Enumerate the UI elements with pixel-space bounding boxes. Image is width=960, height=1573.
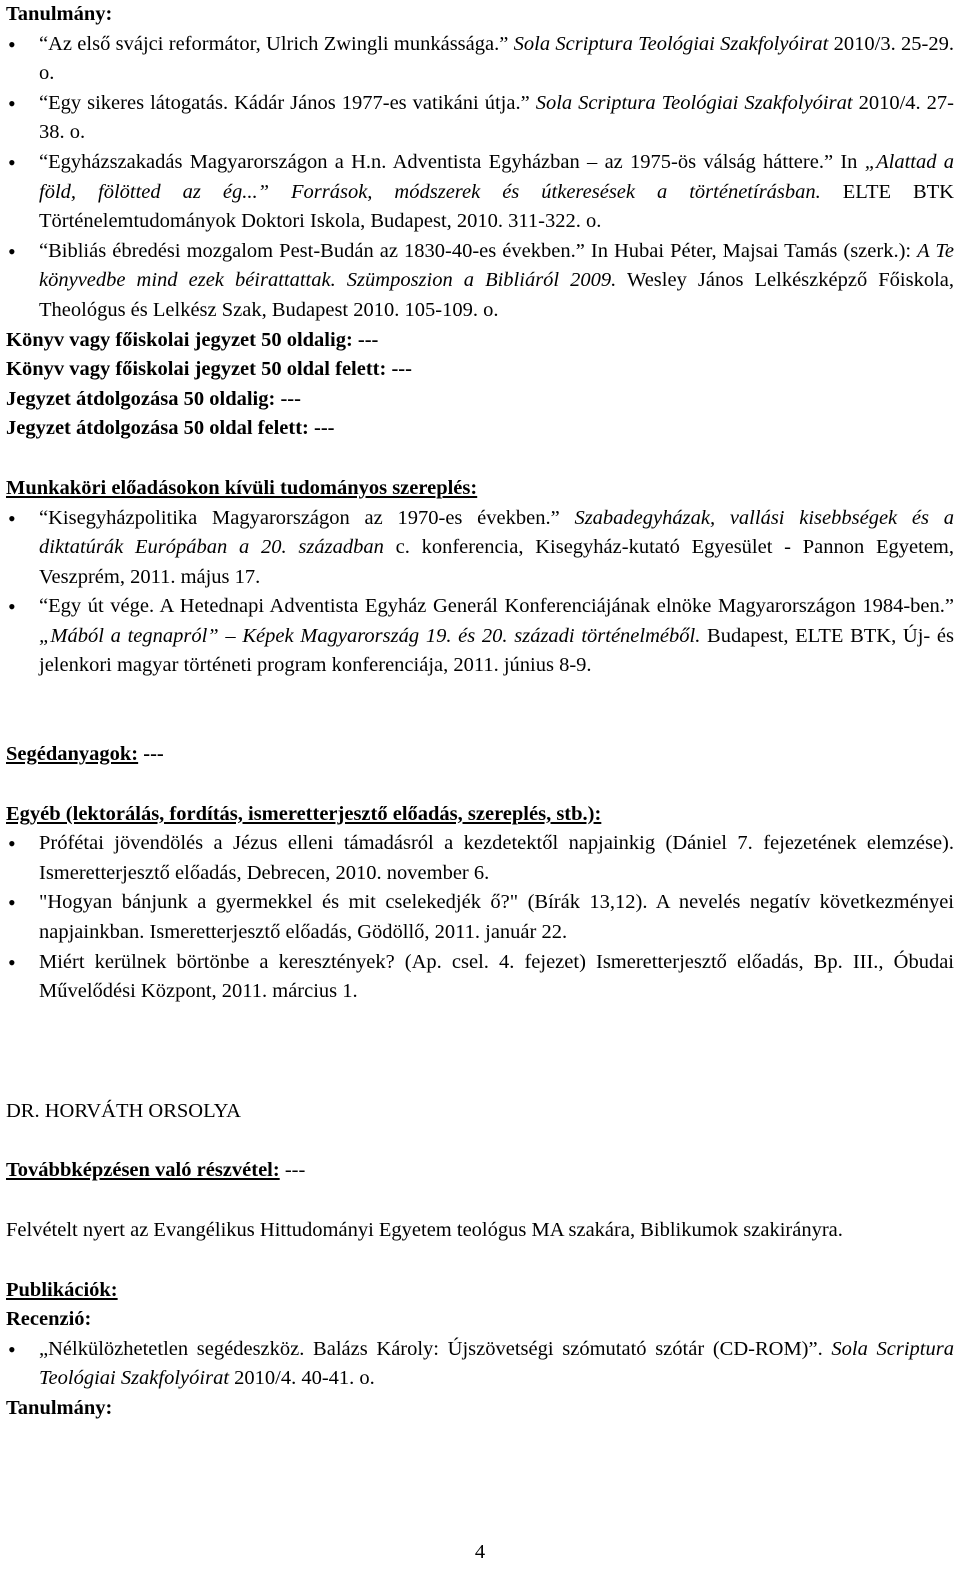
- list-item: • „Nélkülözhetetlen segédeszköz. Balázs Károly: Újszövetségi szómutató szótár (CD-ROM)”. Sola Scriptura Teológiai Szakfolyóirat 2010/4. 40-41. o.: [6, 1335, 954, 1394]
- section-heading-training: Továbbképzésen való részvétel: ---: [6, 1159, 306, 1182]
- list-item: • “Egy sikeres látogatás. Kádár János 1977-es vatikáni útja.” Sola Scriptura Teológiai Szakfolyóirat 2010/4. 27-38. o.: [6, 89, 954, 148]
- page-number: 4: [474, 1541, 486, 1563]
- section-heading-study: Tanulmány:: [6, 3, 113, 25]
- person-name: DR. HORVÁTH ORSOLYA: [6, 1099, 241, 1122]
- book-line: Jegyzet átdolgozása 50 oldal felett: ---: [6, 417, 335, 440]
- section-heading-publications: Publikációk:: [6, 1278, 118, 1301]
- section-heading-review: Recenzió:: [6, 1308, 92, 1331]
- list-item: • “Egy út vége. A Hetednapi Adventista Egyház Generál Konferenciájának elnöke Magyarországon 1984-ben.” „Mából a tegnapról” – Képek Magyarország 19. és 20. századi történelméből. Budapest, ELTE BTK, Új- és jelenkori magyar történeti program konferenciája, 2011. június 8-9.: [6, 592, 954, 681]
- section-heading-other: Egyéb (lektorálás, fordítás, ismeretterjesztő előadás, szereplés, stb.):: [6, 802, 602, 825]
- list-item: • “Egyházszakadás Magyarországon a H.n. Adventista Egyházban – az 1975-ös válság háttere.” In „Alattad a föld, fölötted az ég...” Források, módszerek és útkeresések a történetírásban. ELTE BTK Történelemtudományok Doktori Iskola, Budapest, 2010. 311-322. o.: [6, 148, 954, 237]
- other-list: [6, 829, 954, 1007]
- list-item: • “Bibliás ébredési mozgalom Pest-Budán az 1830-40-es években.” In Hubai Péter, Majsai Tamás (szerk.): A Te könyvedbe mind ezek béirattattak. Szümposzion a Bibliáról 2009. Wesley János Lelkészképző Főiskola, Theológus és Lelkész Szak, Budapest 2010. 105-109. o.: [6, 237, 954, 326]
- list-item: • Prófétai jövendölés a Jézus elleni támadásról a kezdetektől napjainkig (Dániel 7. fejezetének elemzése). Ismeretterjesztő előadás, Debrecen, 2010. november 6.: [6, 829, 954, 888]
- book-line: Könyv vagy főiskolai jegyzet 50 oldalig: ---: [6, 328, 379, 351]
- section-heading-talks: Munkaköri előadásokon kívüli tudományos szereplés:: [6, 476, 478, 499]
- section-heading-study-2: Tanulmány:: [6, 1396, 113, 1419]
- list-item: • Miért kerülnek börtönbe a keresztények? (Ap. csel. 4. fejezet) Ismeretterjesztő előadás, Bp. III., Óbudai Művelődési Központ, 2011. március 1.: [6, 948, 954, 1007]
- review-list: [6, 1335, 954, 1394]
- study-list: [6, 30, 954, 326]
- book-line: Jegyzet átdolgozása 50 oldalig: ---: [6, 387, 301, 410]
- training-text: Felvételt nyert az Evangélikus Hittudományi Egyetem teológus MA szakára, Biblikumok szakirányra.: [6, 1219, 843, 1241]
- list-item: • "Hogyan bánjunk a gyermekkel és mit cselekedjék ő?" (Bírák 13,12). A nevelés negatív következményei napjainkban. Ismeretterjesztő előadás, Gödöllő, 2011. január 22.: [6, 888, 954, 947]
- list-item: • “Kisegyházpolitika Magyarországon az 1970-es években.” Szabadegyházak, vallási kisebbségek és a diktatúrák Európában a 20. században c. konferencia, Kisegyház-kutató Egyesület - Pannon Egyetem, Veszprém, 2011. május 17.: [6, 504, 954, 593]
- section-heading-aids: Segédanyagok: ---: [6, 743, 164, 766]
- document-page: [6, 0, 954, 1424]
- list-item: • “Az első svájci reformátor, Ulrich Zwingli munkássága.” Sola Scriptura Teológiai Szakfolyóirat 2010/3. 25-29. o.: [6, 30, 954, 89]
- book-line: Könyv vagy főiskolai jegyzet 50 oldal felett: ---: [6, 358, 412, 381]
- talks-list: [6, 504, 954, 682]
